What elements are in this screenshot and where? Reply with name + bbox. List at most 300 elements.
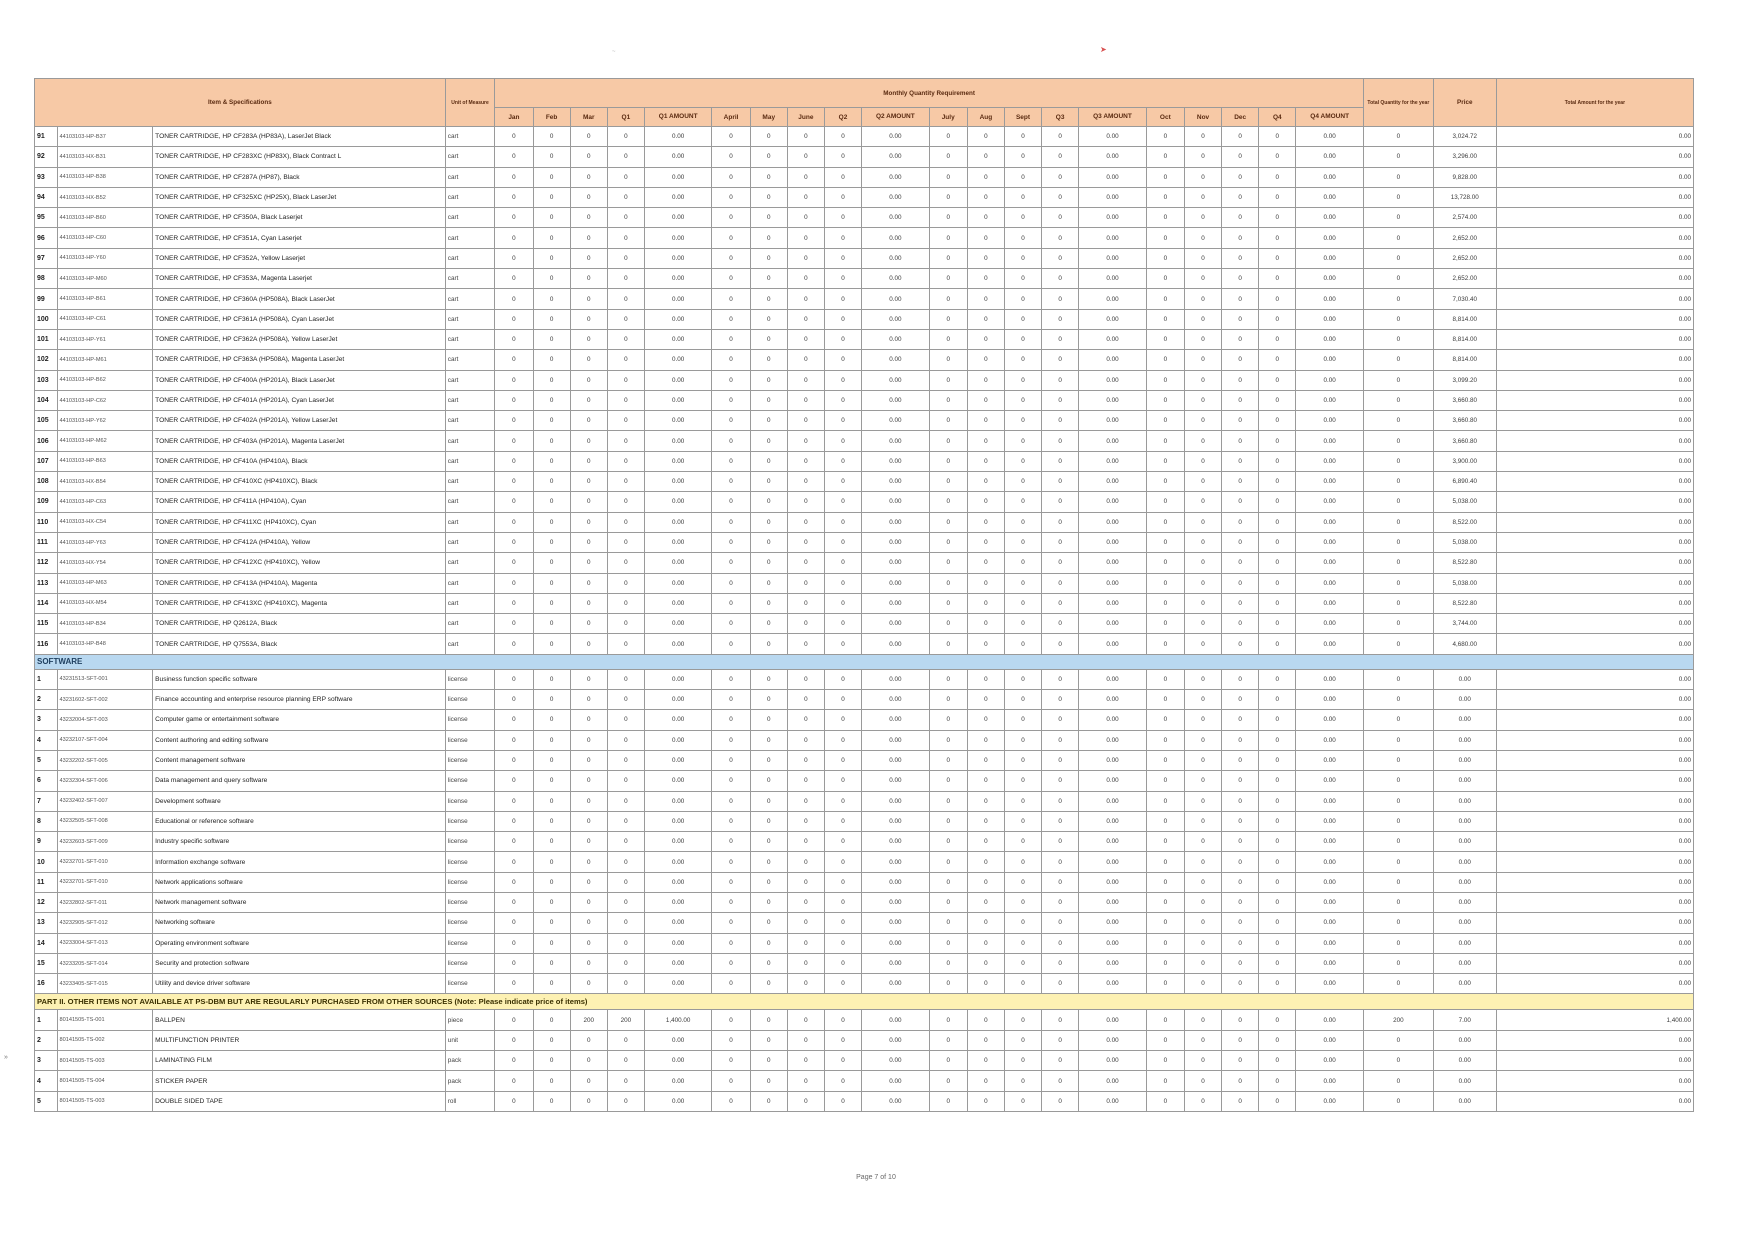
- month-quantity: 0: [824, 913, 861, 933]
- total-amount: 0.00: [1496, 953, 1693, 973]
- item-code: 44103103-HP-B48: [57, 634, 153, 654]
- month-quantity: 0: [607, 791, 644, 811]
- quarter-amount: 0.00: [1079, 1051, 1147, 1071]
- total-amount: 0.00: [1496, 1091, 1693, 1111]
- month-quantity: 0: [712, 309, 750, 329]
- month-quantity: 0: [1184, 492, 1221, 512]
- month-quantity: 0: [712, 289, 750, 309]
- row-number: 1: [35, 669, 58, 689]
- item-description: Content management software: [153, 750, 446, 770]
- row-number: 3: [35, 1051, 58, 1071]
- month-quantity: 0: [967, 472, 1004, 492]
- quarter-amount: 0.00: [862, 512, 930, 532]
- month-quantity: 0: [712, 750, 750, 770]
- month-quantity: 0: [1222, 1091, 1259, 1111]
- month-quantity: 0: [750, 892, 787, 912]
- row-number: 99: [35, 289, 58, 309]
- month-quantity: 0: [570, 750, 607, 770]
- month-quantity: 0: [1184, 892, 1221, 912]
- month-quantity: 0: [750, 228, 787, 248]
- month-quantity: 0: [533, 411, 570, 431]
- month-quantity: 0: [929, 974, 967, 994]
- total-amount: 0.00: [1496, 852, 1693, 872]
- item-description: TONER CARTRIDGE, HP CF352A, Yellow Laserjet: [153, 248, 446, 268]
- unit-price: 0.00: [1433, 832, 1496, 852]
- month-quantity: 0: [495, 167, 533, 187]
- month-quantity: 0: [1259, 248, 1296, 268]
- month-quantity: 0: [607, 1091, 644, 1111]
- quarter-amount: 0.00: [644, 411, 712, 431]
- quarter-amount: 0.00: [644, 1030, 712, 1050]
- month-quantity: 0: [1146, 208, 1184, 228]
- month-quantity: 0: [712, 248, 750, 268]
- total-amount: 0.00: [1496, 593, 1693, 613]
- month-quantity: 0: [1184, 933, 1221, 953]
- quarter-amount: 0.00: [644, 228, 712, 248]
- month-quantity: 0: [1146, 512, 1184, 532]
- unit-of-measure: cart: [445, 553, 495, 573]
- quarter-amount: 0.00: [644, 431, 712, 451]
- month-quantity: 0: [929, 532, 967, 552]
- total-amount: 0.00: [1496, 913, 1693, 933]
- total-amount: 0.00: [1496, 791, 1693, 811]
- item-code: 44103103-HP-M60: [57, 269, 153, 289]
- quarter-amount: 0.00: [1079, 208, 1147, 228]
- total-amount: 0.00: [1496, 614, 1693, 634]
- month-quantity: 0: [1042, 350, 1079, 370]
- month-quantity: 0: [1004, 472, 1041, 492]
- quarter-amount: 0.00: [644, 472, 712, 492]
- month-quantity: 0: [824, 1051, 861, 1071]
- total-quantity: 0: [1363, 710, 1433, 730]
- month-quantity: 0: [824, 614, 861, 634]
- month-quantity: 0: [1004, 390, 1041, 410]
- month-quantity: 0: [1042, 710, 1079, 730]
- month-quantity: 0: [495, 852, 533, 872]
- item-description: Content authoring and editing software: [153, 730, 446, 750]
- month-quantity: 0: [929, 1010, 967, 1030]
- month-quantity: 0: [1004, 127, 1041, 147]
- month-quantity: 0: [495, 913, 533, 933]
- month-quantity: 0: [787, 329, 824, 349]
- quarter-amount: 0.00: [644, 614, 712, 634]
- month-quantity: 0: [570, 208, 607, 228]
- month-quantity: 0: [824, 370, 861, 390]
- month-quantity: 0: [607, 512, 644, 532]
- month-quantity: 0: [1004, 370, 1041, 390]
- unit-price: 0.00: [1433, 1091, 1496, 1111]
- month-quantity: 0: [570, 553, 607, 573]
- month-quantity: 0: [967, 892, 1004, 912]
- quarter-amount: 0.00: [1296, 953, 1364, 973]
- table-row: [35, 1010, 1694, 1030]
- quarter-amount: 0.00: [862, 710, 930, 730]
- row-number: 112: [35, 553, 58, 573]
- total-amount: 0.00: [1496, 309, 1693, 329]
- month-quantity: 0: [929, 329, 967, 349]
- quarter-amount: 0.00: [1296, 350, 1364, 370]
- unit-price: 8,814.00: [1433, 329, 1496, 349]
- total-quantity: 0: [1363, 573, 1433, 593]
- month-quantity: 0: [967, 451, 1004, 471]
- month-quantity: 0: [1222, 614, 1259, 634]
- month-quantity: 0: [533, 710, 570, 730]
- month-quantity: 0: [533, 974, 570, 994]
- month-quantity: 0: [967, 593, 1004, 613]
- month-quantity: 0: [787, 553, 824, 573]
- month-quantity: 0: [712, 350, 750, 370]
- month-quantity: 0: [570, 832, 607, 852]
- month-quantity: 0: [787, 892, 824, 912]
- month-quantity: 0: [712, 187, 750, 207]
- quarter-amount: 0.00: [1079, 913, 1147, 933]
- total-quantity: 0: [1363, 791, 1433, 811]
- month-quantity: 0: [1004, 350, 1041, 370]
- table-row: [35, 690, 1694, 710]
- total-quantity: 0: [1363, 811, 1433, 831]
- month-quantity: 0: [1222, 309, 1259, 329]
- unit-price: 8,814.00: [1433, 350, 1496, 370]
- quarter-amount: 0.00: [1079, 350, 1147, 370]
- month-quantity: 0: [1259, 710, 1296, 730]
- quarter-amount: 0.00: [1296, 1071, 1364, 1091]
- table-row: [35, 1091, 1694, 1111]
- month-quantity: 0: [1042, 411, 1079, 431]
- month-quantity: 0: [967, 187, 1004, 207]
- unit-of-measure: license: [445, 892, 495, 912]
- quarter-amount: 0.00: [1079, 329, 1147, 349]
- quarter-amount: 0.00: [1079, 690, 1147, 710]
- month-quantity: 0: [929, 953, 967, 973]
- month-quantity: 0: [1184, 614, 1221, 634]
- total-quantity: 0: [1363, 309, 1433, 329]
- month-quantity: 0: [1146, 892, 1184, 912]
- month-quantity: 0: [1222, 832, 1259, 852]
- row-number: 111: [35, 532, 58, 552]
- table-row: [35, 974, 1694, 994]
- month-header: Q2: [824, 108, 861, 127]
- month-quantity: 0: [787, 750, 824, 770]
- month-quantity: 0: [1146, 1030, 1184, 1050]
- quarter-amount: 0.00: [1296, 208, 1364, 228]
- quarter-amount: 0.00: [644, 208, 712, 228]
- month-quantity: 0: [1146, 147, 1184, 167]
- quarter-amount: 0.00: [1079, 228, 1147, 248]
- month-quantity: 0: [750, 710, 787, 730]
- month-quantity: 0: [929, 431, 967, 451]
- item-code: 43232701-SFT-010: [57, 872, 153, 892]
- month-quantity: 0: [1004, 329, 1041, 349]
- month-quantity: 0: [1004, 669, 1041, 689]
- unit-price: 0.00: [1433, 892, 1496, 912]
- month-quantity: 0: [787, 811, 824, 831]
- item-description: Business function specific software: [153, 669, 446, 689]
- month-quantity: 0: [570, 852, 607, 872]
- quarter-amount: 0.00: [862, 431, 930, 451]
- month-quantity: 0: [1146, 811, 1184, 831]
- month-quantity: 0: [750, 953, 787, 973]
- row-number: 105: [35, 411, 58, 431]
- unit-of-measure: cart: [445, 208, 495, 228]
- section-heading-row: [35, 654, 1694, 669]
- month-quantity: 0: [607, 750, 644, 770]
- quarter-amount: 0.00: [1079, 771, 1147, 791]
- unit-of-measure: cart: [445, 614, 495, 634]
- month-quantity: 0: [824, 771, 861, 791]
- month-quantity: 0: [533, 811, 570, 831]
- quarter-amount: 0.00: [1296, 1030, 1364, 1050]
- month-quantity: 0: [1004, 852, 1041, 872]
- month-quantity: 0: [750, 791, 787, 811]
- total-amount: 0.00: [1496, 492, 1693, 512]
- total-quantity: 0: [1363, 532, 1433, 552]
- total-amount: 0.00: [1496, 289, 1693, 309]
- month-quantity: 0: [570, 872, 607, 892]
- item-description: Networking software: [153, 913, 446, 933]
- month-quantity: 0: [750, 750, 787, 770]
- table-header: [35, 79, 1694, 127]
- quarter-amount: 0.00: [862, 492, 930, 512]
- total-amount: 0.00: [1496, 187, 1693, 207]
- month-quantity: 0: [1184, 690, 1221, 710]
- month-quantity: 0: [1222, 690, 1259, 710]
- row-number: 116: [35, 634, 58, 654]
- month-quantity: 0: [1259, 553, 1296, 573]
- item-code: 43232802-SFT-011: [57, 892, 153, 912]
- total-quantity: 0: [1363, 411, 1433, 431]
- month-header: May: [750, 108, 787, 127]
- month-quantity: 0: [1042, 390, 1079, 410]
- month-quantity: 0: [712, 269, 750, 289]
- table-row: [35, 750, 1694, 770]
- month-quantity: 0: [1042, 329, 1079, 349]
- item-code: 44103103-HX-M54: [57, 593, 153, 613]
- month-quantity: 0: [607, 309, 644, 329]
- month-quantity: 0: [712, 872, 750, 892]
- month-quantity: 0: [967, 872, 1004, 892]
- month-quantity: 0: [1146, 953, 1184, 973]
- month-quantity: 0: [495, 710, 533, 730]
- item-description: TONER CARTRIDGE, HP CF363A (HP508A), Magenta LaserJet: [153, 350, 446, 370]
- month-quantity: 0: [495, 974, 533, 994]
- month-quantity: 0: [495, 451, 533, 471]
- month-quantity: 0: [1184, 872, 1221, 892]
- month-quantity: 0: [967, 167, 1004, 187]
- month-quantity: 0: [1184, 593, 1221, 613]
- table-row: [35, 933, 1694, 953]
- quarter-amount: 0.00: [862, 573, 930, 593]
- unit-price: 0.00: [1433, 1051, 1496, 1071]
- month-quantity: 0: [1042, 669, 1079, 689]
- item-code: 44103103-HP-B38: [57, 167, 153, 187]
- month-quantity: 0: [533, 451, 570, 471]
- unit-price: 2,574.00: [1433, 208, 1496, 228]
- month-quantity: 0: [787, 269, 824, 289]
- quarter-amount: 0.00: [862, 669, 930, 689]
- quarter-amount: 0.00: [1079, 451, 1147, 471]
- table-row: [35, 1051, 1694, 1071]
- row-number: 109: [35, 492, 58, 512]
- month-quantity: 0: [1004, 892, 1041, 912]
- item-description: Operating environment software: [153, 933, 446, 953]
- month-quantity: 0: [929, 370, 967, 390]
- unit-price: 8,814.00: [1433, 309, 1496, 329]
- month-quantity: 0: [1259, 512, 1296, 532]
- month-header: Jan: [495, 108, 533, 127]
- month-quantity: 0: [495, 329, 533, 349]
- unit-price: 0.00: [1433, 974, 1496, 994]
- month-quantity: 0: [533, 913, 570, 933]
- table-row: [35, 390, 1694, 410]
- unit-price: 8,522.80: [1433, 553, 1496, 573]
- total-quantity: 0: [1363, 390, 1433, 410]
- month-quantity: 0: [787, 669, 824, 689]
- total-amount: 0.00: [1496, 634, 1693, 654]
- item-description: TONER CARTRIDGE, HP CF360A (HP508A), Black LaserJet: [153, 289, 446, 309]
- row-number: 101: [35, 329, 58, 349]
- table-row: [35, 472, 1694, 492]
- month-quantity: 0: [1042, 370, 1079, 390]
- total-amount: 0.00: [1496, 512, 1693, 532]
- table-row: [35, 710, 1694, 730]
- month-header: Mar: [570, 108, 607, 127]
- month-quantity: 0: [967, 669, 1004, 689]
- month-quantity: 0: [967, 431, 1004, 451]
- month-quantity: 0: [570, 669, 607, 689]
- month-quantity: 0: [1146, 710, 1184, 730]
- quarter-amount: 0.00: [1296, 390, 1364, 410]
- quarter-amount: 0.00: [1296, 872, 1364, 892]
- month-quantity: 0: [1259, 127, 1296, 147]
- month-quantity: 0: [533, 669, 570, 689]
- month-quantity: 0: [929, 573, 967, 593]
- month-quantity: 0: [495, 690, 533, 710]
- month-quantity: 0: [495, 953, 533, 973]
- month-quantity: 0: [1146, 1091, 1184, 1111]
- month-quantity: 0: [712, 208, 750, 228]
- unit-of-measure: license: [445, 933, 495, 953]
- month-quantity: 0: [712, 167, 750, 187]
- month-quantity: 0: [787, 953, 824, 973]
- month-quantity: 0: [607, 1030, 644, 1050]
- month-quantity: 0: [1222, 573, 1259, 593]
- month-quantity: 0: [570, 1030, 607, 1050]
- month-quantity: 0: [495, 933, 533, 953]
- quarter-amount: 0.00: [1079, 953, 1147, 973]
- row-number: 6: [35, 771, 58, 791]
- row-number: 107: [35, 451, 58, 471]
- quarter-amount: 0.00: [644, 573, 712, 593]
- month-quantity: 0: [1222, 1051, 1259, 1071]
- month-quantity: 0: [495, 208, 533, 228]
- unit-price: 0.00: [1433, 811, 1496, 831]
- unit-price: 0.00: [1433, 771, 1496, 791]
- month-quantity: 0: [1004, 248, 1041, 268]
- unit-price: 0.00: [1433, 791, 1496, 811]
- quarter-amount: 0.00: [862, 390, 930, 410]
- row-number: 14: [35, 933, 58, 953]
- month-quantity: 0: [570, 1051, 607, 1071]
- month-quantity: 0: [929, 390, 967, 410]
- table-row: [35, 634, 1694, 654]
- month-quantity: 0: [1184, 1051, 1221, 1071]
- table-row: [35, 532, 1694, 552]
- month-quantity: 0: [712, 811, 750, 831]
- total-quantity: 0: [1363, 852, 1433, 872]
- month-quantity: 0: [1042, 431, 1079, 451]
- month-quantity: 0: [1222, 472, 1259, 492]
- part-heading-row: [35, 994, 1694, 1010]
- month-quantity: 0: [570, 411, 607, 431]
- month-quantity: 0: [967, 933, 1004, 953]
- procurement-table: [34, 78, 1694, 1112]
- month-quantity: 0: [1184, 309, 1221, 329]
- total-quantity: 0: [1363, 208, 1433, 228]
- month-quantity: 0: [824, 892, 861, 912]
- quarter-amount: 0.00: [1079, 289, 1147, 309]
- row-number: 103: [35, 370, 58, 390]
- month-quantity: 0: [495, 289, 533, 309]
- total-amount: 0.00: [1496, 147, 1693, 167]
- quarter-amount: 0.00: [862, 791, 930, 811]
- month-quantity: 0: [750, 329, 787, 349]
- month-quantity: 0: [824, 634, 861, 654]
- month-quantity: 0: [824, 411, 861, 431]
- total-quantity: 0: [1363, 187, 1433, 207]
- month-quantity: 0: [787, 492, 824, 512]
- unit-of-measure: cart: [445, 472, 495, 492]
- item-description: TONER CARTRIDGE, HP CF410XC (HP410XC), Black: [153, 472, 446, 492]
- month-quantity: 0: [1004, 187, 1041, 207]
- month-quantity: 0: [1222, 187, 1259, 207]
- month-quantity: 0: [1042, 974, 1079, 994]
- quarter-amount: 0.00: [862, 228, 930, 248]
- total-quantity: 0: [1363, 512, 1433, 532]
- item-description: TONER CARTRIDGE, HP CF413A (HP410A), Magenta: [153, 573, 446, 593]
- item-code: 44103103-HP-M61: [57, 350, 153, 370]
- month-quantity: 0: [533, 1091, 570, 1111]
- month-quantity: 0: [1004, 832, 1041, 852]
- quarter-amount: 0.00: [644, 953, 712, 973]
- total-amount: 0.00: [1496, 974, 1693, 994]
- quarter-amount: 0.00: [1079, 309, 1147, 329]
- month-quantity: 0: [1184, 187, 1221, 207]
- row-number: 93: [35, 167, 58, 187]
- month-quantity: 0: [1259, 390, 1296, 410]
- item-code: 43233405-SFT-015: [57, 974, 153, 994]
- item-code: 44103103-HP-B61: [57, 289, 153, 309]
- month-quantity: 0: [1042, 872, 1079, 892]
- quarter-amount: 0.00: [644, 147, 712, 167]
- month-quantity: 0: [1042, 933, 1079, 953]
- month-quantity: 0: [1146, 852, 1184, 872]
- month-quantity: 0: [712, 791, 750, 811]
- month-quantity: 0: [533, 832, 570, 852]
- table-row: [35, 127, 1694, 147]
- row-number: 4: [35, 1071, 58, 1091]
- unit-price: 2,652.00: [1433, 228, 1496, 248]
- quarter-amount: 0.00: [1296, 832, 1364, 852]
- month-quantity: 0: [929, 1071, 967, 1091]
- quarter-amount: 0.00: [644, 811, 712, 831]
- month-quantity: 0: [929, 690, 967, 710]
- quarter-amount: 0.00: [644, 690, 712, 710]
- month-quantity: 0: [533, 492, 570, 512]
- month-quantity: 0: [570, 370, 607, 390]
- unit-price: 9,828.00: [1433, 167, 1496, 187]
- unit-price: 0.00: [1433, 730, 1496, 750]
- month-quantity: 0: [1259, 852, 1296, 872]
